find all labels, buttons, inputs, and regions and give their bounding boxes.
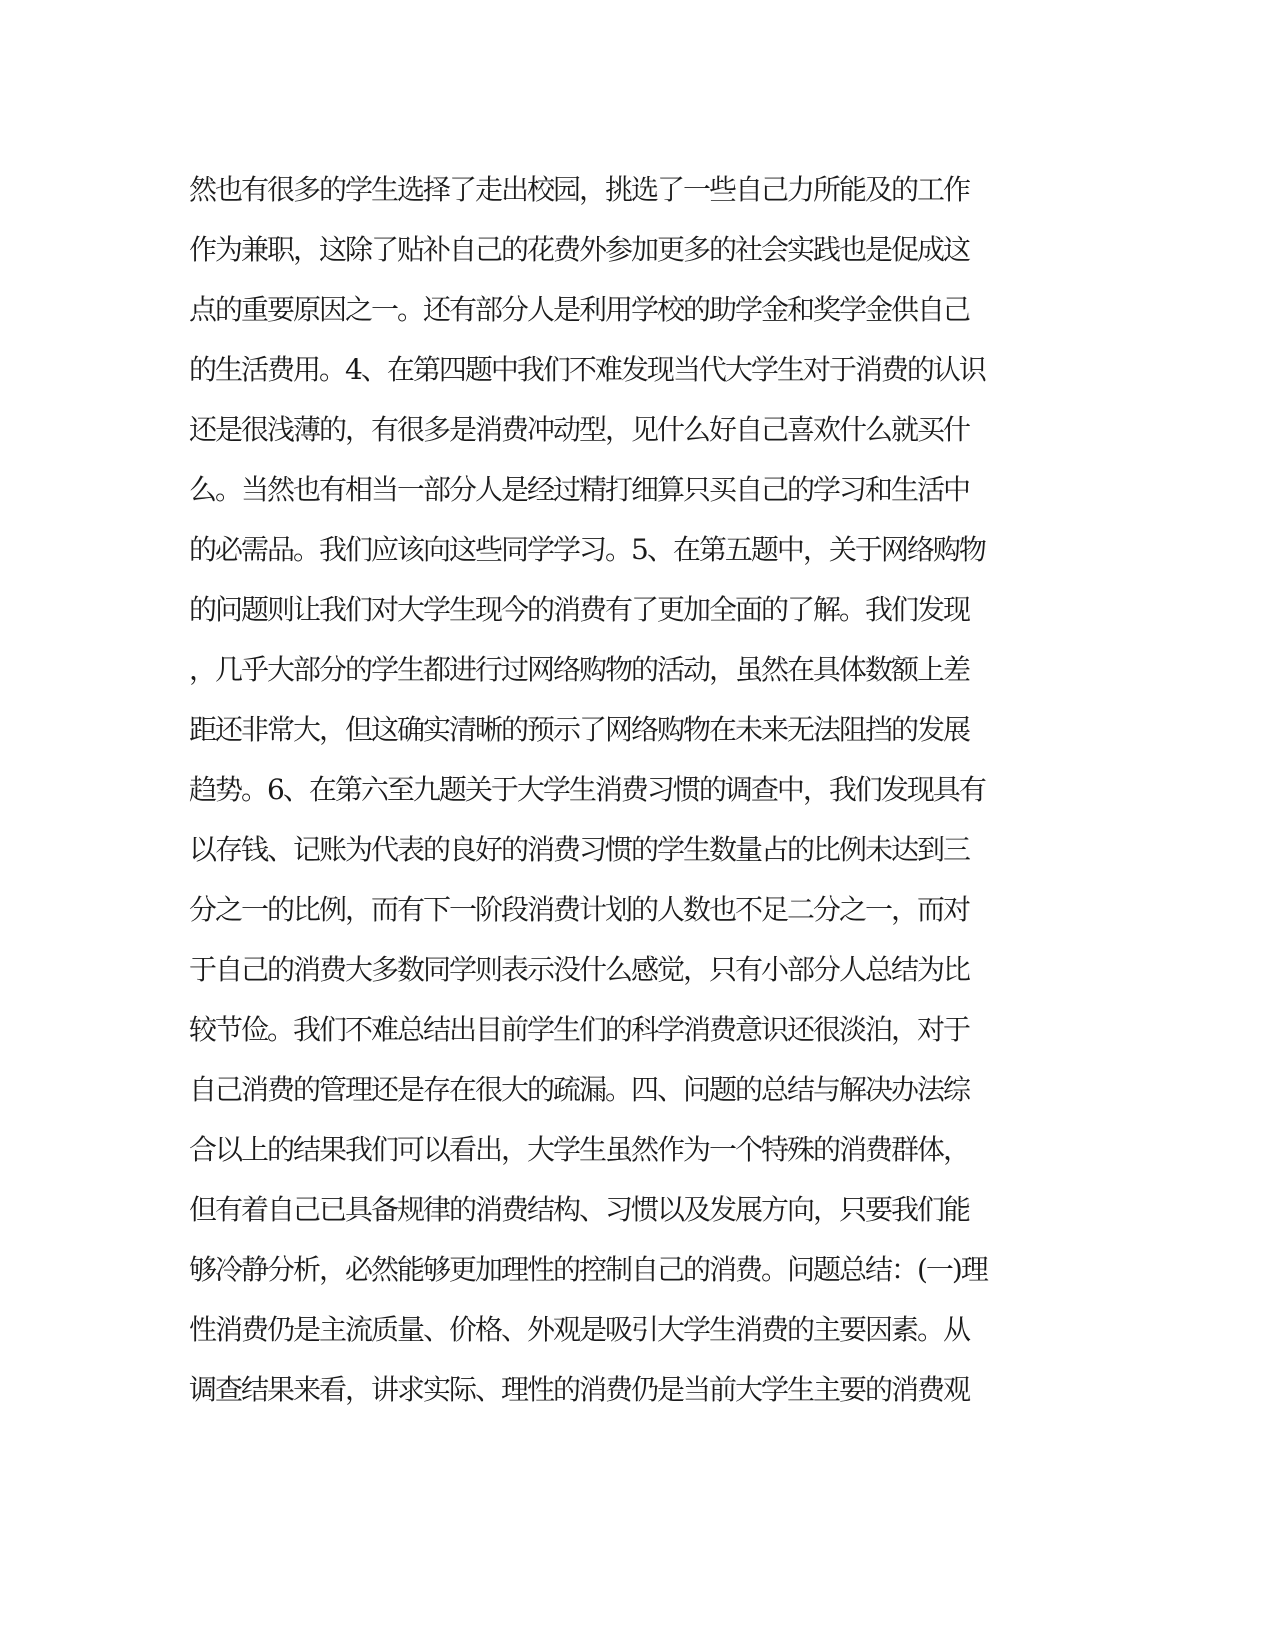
- text-line: 作为兼职，这除了贴补自己的花费外参加更多的社会实践也是促成这: [189, 233, 970, 266]
- text-line: 分之一的比例，而有下一阶段消费计划的人数也不足二分之一，而对: [189, 893, 970, 926]
- text-line: 然也有很多的学生选择了走出校园，挑选了一些自己力所能及的工作: [189, 173, 970, 206]
- text-line: 以存钱、记账为代表的良好的消费习惯的学生数量占的比例未达到三: [189, 833, 970, 866]
- text-line: 趋势。6、在第六至九题关于大学生消费习惯的调查中，我们发现具有: [189, 773, 985, 806]
- text-line: 于自己的消费大多数同学则表示没什么感觉，只有小部分人总结为比: [189, 953, 970, 986]
- text-line: 还是很浅薄的，有很多是消费冲动型，见什么好自己喜欢什么就买什: [189, 413, 970, 446]
- text-line: 距还非常大，但这确实清晰的预示了网络购物在未来无法阻挡的发展: [189, 713, 970, 746]
- text-line: 点的重要原因之一。还有部分人是利用学校的助学金和奖学金供自己: [189, 293, 970, 326]
- text-line: 自己消费的管理还是存在很大的疏漏。四、问题的总结与解决办法综: [189, 1073, 970, 1106]
- text-line: 的生活费用。4、在第四题中我们不难发现当代大学生对于消费的认识: [189, 353, 985, 386]
- text-line: ，几乎大部分的学生都进行过网络购物的活动，虽然在具体数额上差: [189, 653, 970, 686]
- body-text: [189, 160, 1089, 1420]
- text-line: 么。当然也有相当一部分人是经过精打细算只买自己的学习和生活中: [189, 473, 970, 506]
- text-line: 合以上的结果我们可以看出，大学生虽然作为一个特殊的消费群体，: [189, 1133, 970, 1166]
- text-line: 调查结果来看，讲求实际、理性的消费仍是当前大学生主要的消费观: [189, 1373, 970, 1406]
- text-line: 够冷静分析，必然能够更加理性的控制自己的消费。问题总结：(一)理: [189, 1253, 987, 1286]
- text-line: 性消费仍是主流质量、价格、外观是吸引大学生消费的主要因素。从: [189, 1313, 970, 1346]
- text-line: 的问题则让我们对大学生现今的消费有了更加全面的了解。我们发现: [189, 593, 970, 626]
- text-line: 但有着自己已具备规律的消费结构、习惯以及发展方向，只要我们能: [189, 1193, 970, 1226]
- text-line: 较节俭。我们不难总结出目前学生们的科学消费意识还很淡泊，对于: [189, 1013, 970, 1046]
- text-line: 的必需品。我们应该向这些同学学习。5、在第五题中，关于网络购物: [189, 533, 985, 566]
